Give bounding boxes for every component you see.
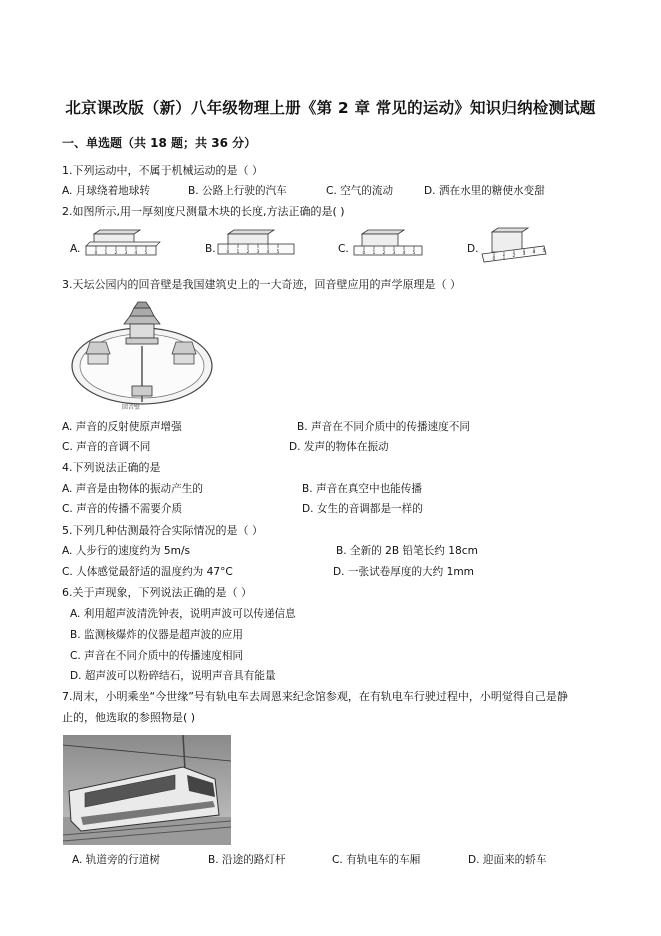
ruler-tick-label: 0	[492, 257, 496, 262]
q1-option-d: D. 洒在水里的糖使水变甜	[424, 185, 545, 197]
q7-option-b: B. 沿途的路灯杆	[208, 854, 286, 866]
ruler-tick-label: 1	[236, 250, 240, 255]
ruler-tick-label: 4	[402, 251, 406, 256]
question-5-stem: 5.下列几种估测最符合实际情况的是（ ）	[62, 524, 263, 537]
q7-option-a: A. 轨道旁的行道树	[72, 854, 160, 866]
q5-option-a: A. 人步行的速度约为 5m/s	[62, 545, 191, 557]
ruler-tick-label: 1	[104, 251, 108, 256]
q4-option-c: C. 声音的传播不需要介质	[62, 503, 183, 515]
q7-option-d: D. 迎面来的轿车	[468, 854, 547, 866]
q1-option-c: C. 空气的流动	[326, 185, 394, 197]
section-heading: 一、单选题（共 18 题；共 36 分）	[62, 136, 257, 150]
ruler-tick-label: 3	[256, 250, 260, 255]
ruler-tick-label: 1	[372, 251, 376, 256]
q2-option-c: C.	[338, 243, 349, 255]
q1-option-b: B. 公路上行驶的汽车	[188, 185, 287, 197]
question-3-stem: 3.天坛公园内的回音壁是我国建筑史上的一大奇迹，回音壁应用的声学原理是（ ）	[62, 278, 461, 291]
ruler-tick-label: 4	[532, 250, 536, 256]
q6-option-a: A. 利用超声波清洗钟表，说明声波可以传递信息	[70, 608, 296, 620]
q4-option-d: D. 女生的音调都是一样的	[302, 503, 423, 515]
tram-photo	[63, 735, 231, 845]
ruler-figure-c	[350, 228, 428, 262]
page-title: 北京课改版（新）八年级物理上册《第 2 章 常见的运动》知识归纳检测试题	[65, 99, 596, 117]
ruler-tick-label: 0	[94, 251, 98, 256]
ruler-figure-b	[216, 228, 300, 262]
q6-option-d: D. 超声波可以粉碎结石，说明声音具有能量	[70, 670, 276, 682]
q3-option-d: D. 发声的物体在振动	[289, 441, 389, 453]
ruler-tick-label: 3	[522, 252, 526, 258]
question-2-stem: 2.如图所示,用一厚刻度尺测量木块的长度,方法正确的是( )	[62, 205, 345, 218]
q1-option-a: A. 月球绕着地球转	[62, 185, 150, 197]
ruler-tick-label: 0	[362, 251, 366, 256]
question-1-stem: 1.下列运动中，不属于机械运动的是（ ）	[62, 164, 263, 177]
ruler-tick-label: 3	[392, 251, 396, 256]
ruler-figure-a	[84, 228, 164, 262]
q4-option-a: A. 声音是由物体的振动产生的	[62, 483, 203, 495]
ruler-tick-label: 2	[382, 251, 386, 256]
q2-option-b: B.	[205, 243, 216, 255]
ruler-tick-label: 5	[144, 251, 148, 256]
q2-option-a: A.	[70, 243, 81, 255]
q3-option-a: A. 声音的反射使原声增强	[62, 421, 182, 433]
ruler-tick-label: 5	[276, 250, 280, 255]
ruler-tick-label: 2	[114, 251, 118, 256]
q5-option-d: D. 一张试卷厚度的大约 1mm	[333, 566, 474, 578]
question-7-stem-line2: 止的，他选取的参照物是( )	[62, 711, 196, 724]
q6-option-b: B. 监测核爆炸的仪器是超声波的应用	[70, 629, 243, 641]
q6-option-c: C. 声音在不同介质中的传播速度相同	[70, 650, 244, 662]
ruler-tick-label: 5	[542, 249, 546, 254]
question-7-stem-line1: 7.周末，小明乘坐“今世缘”号有轨电车去周恩来纪念馆参观，在有轨电车行驶过程中，小明觉得自己是静	[62, 690, 568, 703]
ruler-tick-label: 2	[512, 253, 516, 259]
ruler-tick-label: 3	[124, 251, 128, 256]
q3-option-c: C. 声音的音调不同	[62, 441, 151, 453]
ruler-tick-label: 2	[246, 250, 250, 255]
q2-option-d: D.	[467, 243, 479, 255]
question-6-stem: 6.关于声现象，下列说法正确的是（ ）	[62, 586, 252, 599]
ruler-tick-label: 4	[266, 250, 270, 255]
q5-option-b: B. 全新的 2B 铅笔长约 18cm	[336, 545, 478, 557]
ruler-figure-d	[478, 226, 550, 264]
ruler-tick-label: 5	[412, 251, 416, 256]
q4-option-b: B. 声音在真空中也能传播	[302, 483, 422, 495]
echo-wall-figure	[66, 298, 214, 412]
ruler-tick-label: 4	[134, 251, 138, 256]
ruler-tick-label: 1	[502, 255, 506, 261]
ruler-tick-label: 0	[226, 250, 230, 255]
question-4-stem: 4.下列说法正确的是	[62, 461, 161, 474]
q3-option-b: B. 声音在不同介质中的传播速度不同	[297, 421, 470, 433]
q7-option-c: C. 有轨电车的车厢	[332, 854, 421, 866]
q5-option-c: C. 人体感觉最舒适的温度约为 47°C	[62, 566, 233, 578]
echo-wall-caption: 回音壁	[122, 404, 141, 411]
